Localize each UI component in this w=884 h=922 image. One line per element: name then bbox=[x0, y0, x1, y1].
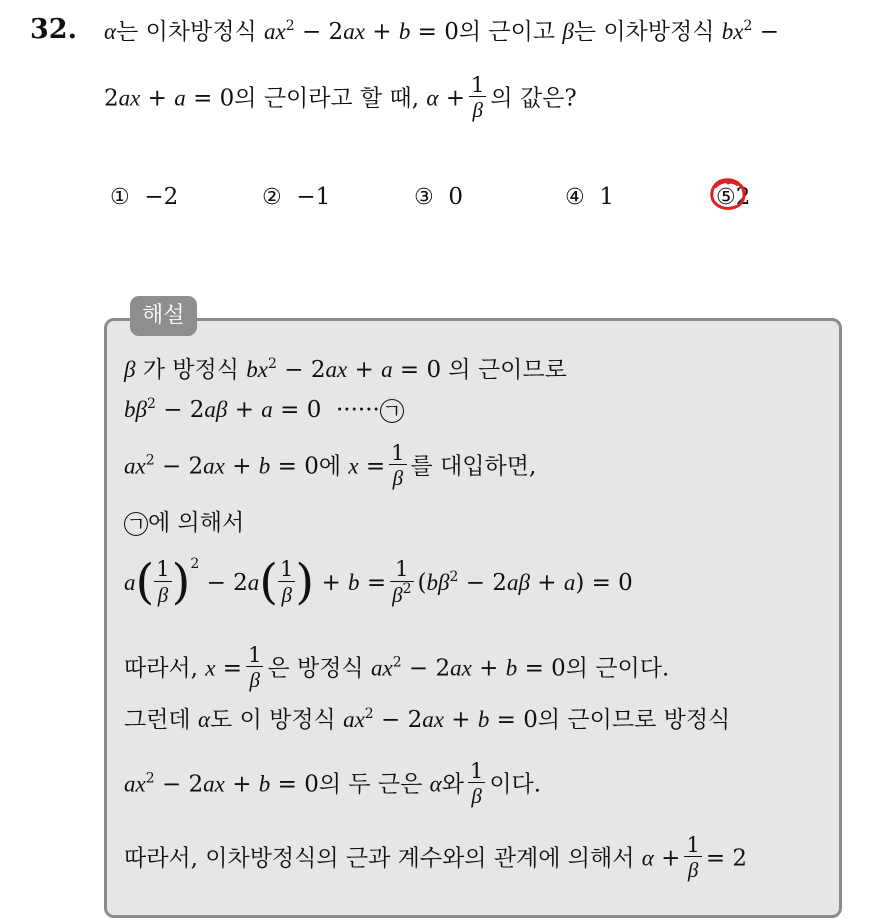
explanation-line-5: a( $\frac{1}{\beta}$ )$^2$ − 2a( $\frac{1}{\beta}$ ) + b = $\frac{1}{\beta^2}$ $(b\beta^2 - 2a\beta + a) = 0$ bbox=[124, 554, 633, 610]
choice-marker: ⑤ bbox=[716, 185, 736, 210]
explanation-line-6: 따라서, x = $\frac{1}{\beta}$ 은 방정식 $ax^2 - 2ax + b = 0$의 근이다. bbox=[124, 643, 670, 693]
choice-3[interactable] bbox=[414, 184, 463, 210]
question-line-2: 2ax + a = 0의 근이라고 할 때, α + $\frac{1}{\beta}$ 의 값은? bbox=[104, 73, 577, 123]
choice-value: 1 bbox=[599, 184, 614, 210]
answer-circle-mark bbox=[708, 176, 748, 212]
choice-4[interactable] bbox=[565, 184, 614, 210]
choice-value: −1 bbox=[296, 184, 331, 210]
explanation-line-3: $ax^2 - 2ax + b = 0$에 x = $\frac{1}{\beta}$ 를 대입하면, bbox=[124, 441, 537, 491]
choice-value: −2 bbox=[144, 184, 179, 210]
choice-marker: ① bbox=[110, 185, 130, 210]
question-line-1: α는 이차방정식 $ax^2 - 2ax + b = 0$의 근이고 β는 이차방정식 $bx^2$ − bbox=[104, 18, 779, 45]
choice-2[interactable] bbox=[262, 184, 330, 210]
choice-marker: ② bbox=[262, 185, 282, 210]
explanation-line-1: β 가 방정식 $bx^2 - 2ax + a = 0$ 의 근이므로 bbox=[124, 356, 567, 383]
explanation-line-2: $b\beta^2 - 2a\beta + a = 0$ ······ ㄱ bbox=[124, 398, 404, 423]
explanation-tag: 해설 bbox=[130, 296, 197, 336]
choice-value: 2 bbox=[735, 184, 751, 210]
question-number: 32. bbox=[30, 14, 77, 45]
choice-value: 0 bbox=[448, 184, 463, 210]
choice-1[interactable] bbox=[110, 184, 178, 210]
explanation-line-4: ㄱ 에 의해서 bbox=[124, 512, 244, 536]
explanation-line-8: $ax^2 - 2ax + b = 0$의 두 근은 α와 $\frac{1}{\beta}$ 이다. bbox=[124, 759, 542, 809]
explanation-line-9: 따라서, 이차방정식의 근과 계수와의 관계에 의해서 α + $\frac{1}{\beta}$ = 2 bbox=[124, 833, 748, 883]
explanation-line-7: 그런데 α도 이 방정식 $ax^2 - 2ax + b = 0$의 근이므로 방정식 bbox=[124, 706, 731, 733]
choice-marker: ④ bbox=[565, 185, 585, 210]
choice-marker: ③ bbox=[414, 185, 434, 210]
